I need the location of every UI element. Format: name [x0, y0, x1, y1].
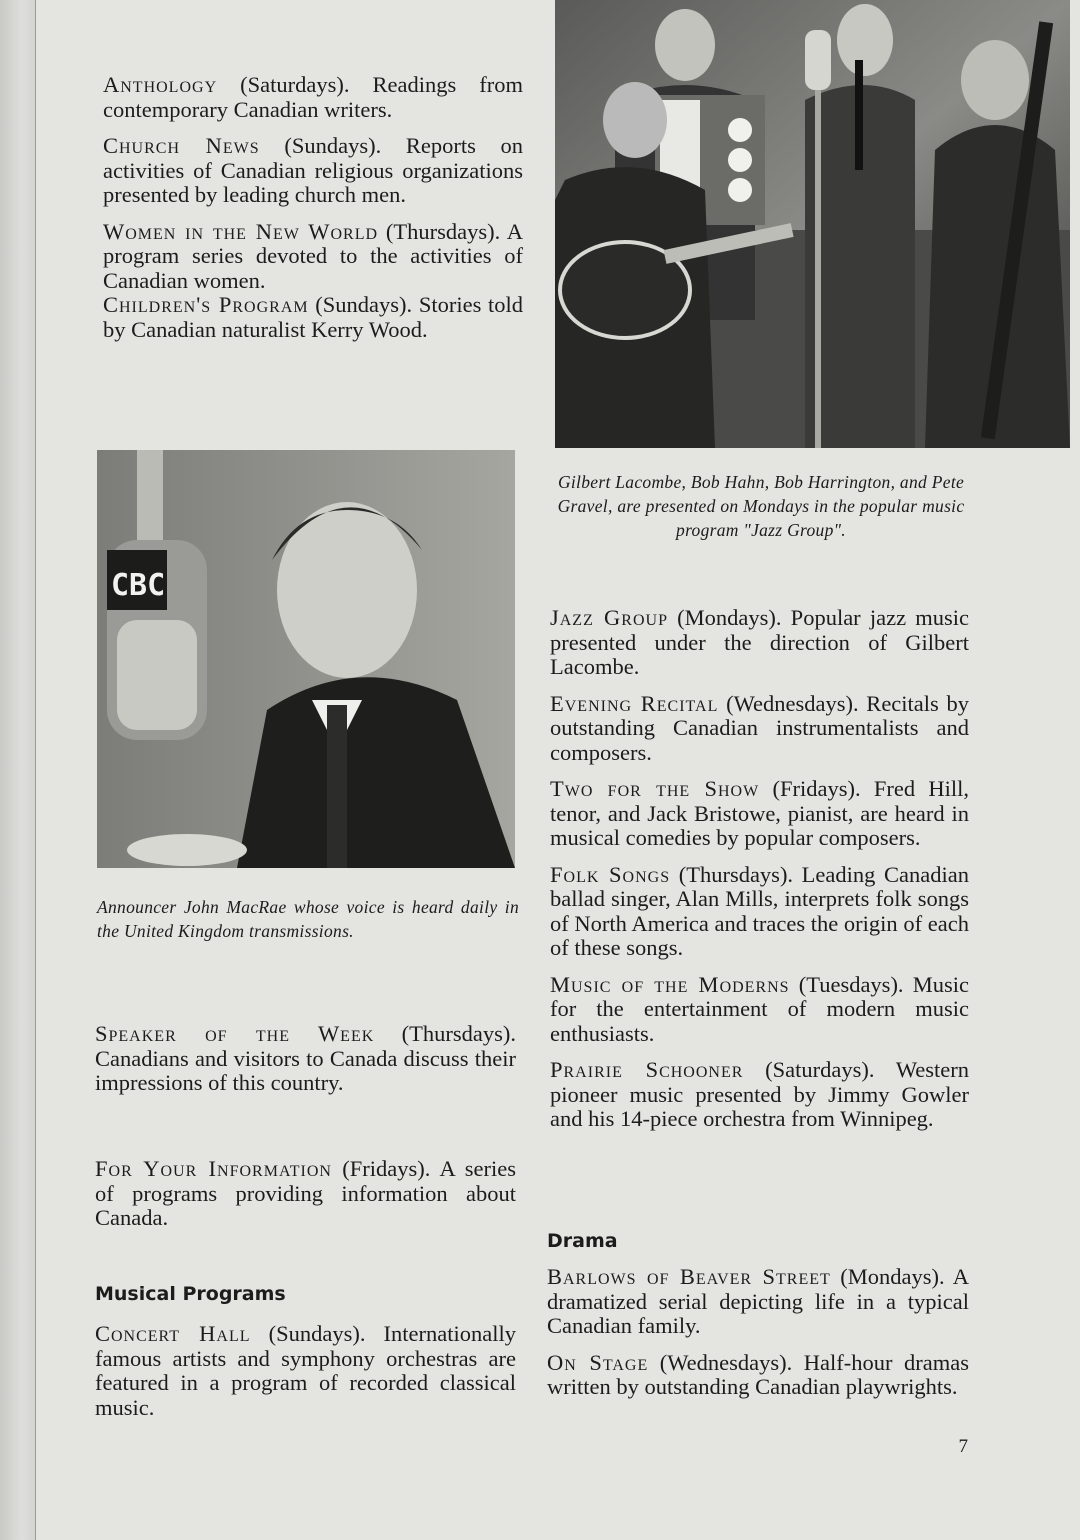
left-bottom-column-2	[95, 1157, 516, 1243]
binding-gutter	[0, 0, 36, 1540]
program-entry	[103, 73, 523, 122]
program-entry	[95, 1022, 516, 1096]
program-entry	[103, 220, 523, 294]
announcer-photo	[97, 450, 515, 868]
program-desc: (Thursdays). A program series devoted to the activities of Canadian women.	[103, 218, 523, 293]
program-title: Two for the Show	[550, 776, 760, 801]
program-title: Evening Recital	[550, 690, 719, 716]
program-entry	[103, 293, 523, 342]
program-desc: (Wednesdays). Half-hour dramas written by outstanding Canadian playwrights.	[547, 1349, 969, 1399]
program-title: Music of the Moderns	[550, 971, 790, 997]
right-column	[550, 606, 969, 1144]
program-entry	[95, 1322, 516, 1420]
program-entry	[550, 1058, 969, 1132]
program-entry	[547, 1265, 969, 1339]
program-entry	[550, 777, 969, 851]
program-desc: (Sundays). Stories told by Canadian naturalist Kerry Wood.	[103, 292, 524, 342]
section-heading-musical: Musical Programs	[95, 1283, 286, 1305]
program-title: Church News	[103, 133, 260, 158]
program-desc: (Saturdays). Western pioneer music presented by Jimmy Gowler and his 14-piece orchestra from Winnipeg.	[550, 1057, 969, 1131]
drama-column	[547, 1265, 969, 1412]
jazz-group-image	[555, 0, 1070, 448]
program-entry	[550, 606, 969, 680]
program-desc: (Mondays). A dramatized serial depicting life in a typical Canadian family.	[547, 1264, 969, 1338]
program-desc: (Mondays). Popular jazz music presented under the direction of Gilbert Lacombe.	[550, 605, 969, 679]
program-entry	[103, 134, 523, 208]
program-entry	[550, 973, 969, 1047]
jazz-group-photo	[555, 0, 1070, 448]
program-desc: (Tuesdays). Music for the entertainment of modern music enthusiasts.	[550, 971, 969, 1046]
program-title: Prairie Schooner	[550, 1057, 744, 1082]
program-entry	[95, 1157, 516, 1231]
program-desc: (Saturdays). Readings from contemporary Canadian writers.	[103, 72, 523, 122]
cbc-mic-label: CBC	[111, 568, 166, 603]
program-desc: (Sundays). Internationally famous artists and symphony orchestras are featured in a program of recorded classical music.	[95, 1321, 516, 1420]
program-entry	[547, 1351, 969, 1400]
program-desc: (Thursdays). Leading Canadian ballad singer, Alan Mills, interprets folk songs of North America and traces the origin of each of these songs.	[550, 861, 969, 960]
program-entry	[550, 692, 969, 766]
program-title: For Your Information	[95, 1156, 332, 1181]
program-entry	[550, 863, 969, 961]
program-title: Barlows of Beaver Street	[547, 1264, 831, 1289]
program-desc: (Sundays). Reports on activities of Canadian religious organizations presented by leading church men.	[103, 133, 523, 207]
left-bottom-column	[95, 1022, 516, 1108]
program-desc: (Fridays). A series of programs providing information about Canada.	[95, 1156, 516, 1230]
program-title: On Stage	[547, 1349, 649, 1375]
left-top-column	[103, 73, 523, 354]
program-title: Speaker of the Week	[95, 1021, 375, 1046]
jazz-photo-caption: Gilbert Lacombe, Bob Hahn, Bob Harrington, and Pete Gravel, are presented on Mondays in the popular music program "Jazz Group".	[557, 472, 965, 540]
program-title: Jazz Group	[550, 605, 668, 630]
page-number: 7	[958, 1436, 968, 1457]
section-heading-drama: Drama	[547, 1230, 618, 1252]
program-desc: (Thursdays). Canadians and visitors to Canada discuss their impressions of this country.	[95, 1021, 516, 1095]
program-title: Folk Songs	[550, 861, 671, 887]
announcer-image	[97, 450, 515, 868]
musical-column	[95, 1322, 516, 1432]
program-title: Concert Hall	[95, 1321, 251, 1346]
program-title: Anthology	[103, 72, 218, 97]
program-title: Women in the New World	[103, 218, 379, 244]
announcer-photo-caption: Announcer John MacRae whose voice is heard daily in the United Kingdom transmissions.	[97, 897, 519, 941]
program-title: Children's Program	[103, 292, 309, 317]
program-desc: (Wednesdays). Recitals by outstanding Canadian instrumentalists and composers.	[550, 690, 969, 765]
program-desc: (Fridays). Fred Hill, tenor, and Jack Bristowe, pianist, are heard in musical comedies by popular composers.	[550, 776, 969, 850]
